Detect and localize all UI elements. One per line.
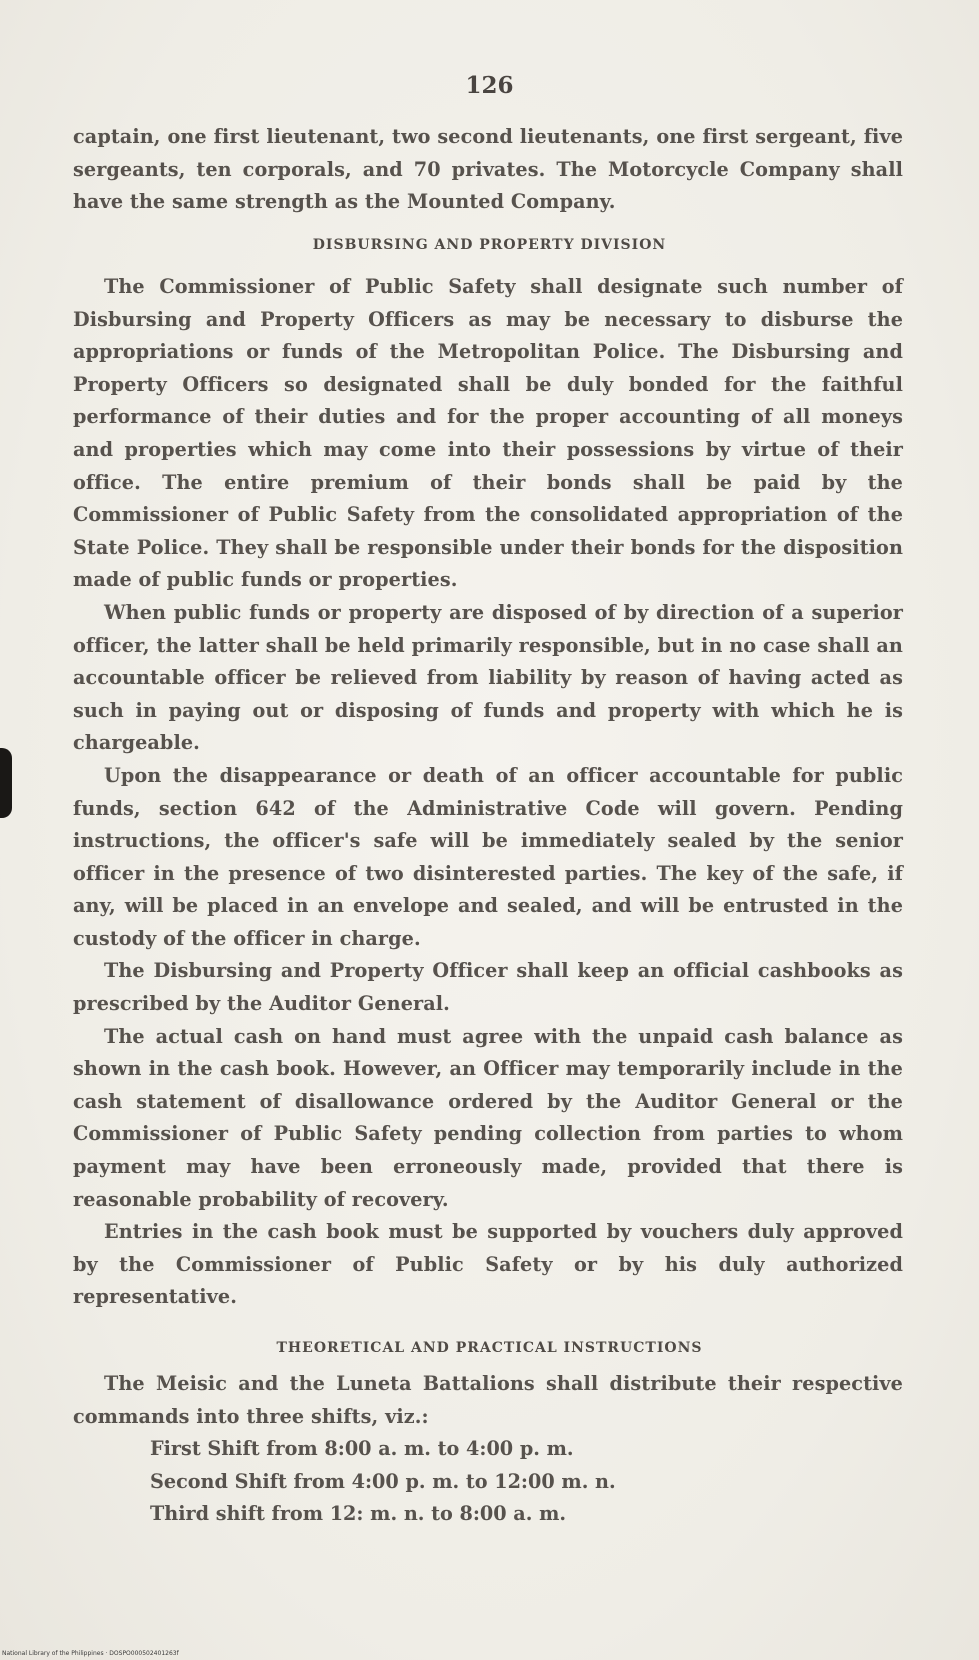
paragraph: The actual cash on hand must agree with the unpaid cash balance as shown in the cash book. However, an Officer may temporarily include in the cash statement of disallowance ordered by the Auditor General or the Commissioner of Public Safety pending collection from parties to whom payment may have been erroneously made, provided that there is reasonable probability of recovery.: [73, 1024, 903, 1211]
paragraph: Entries in the cash book must be supported by vouchers duly approved by the Commissioner of Public Safety or by his duly authorized representative.: [73, 1220, 903, 1309]
paragraph: The Commissioner of Public Safety shall designate such number of Disbursing and Property Officers as may be necessary to disburse the appropriations or funds of the Metropolitan Police. The Disbursing and Property Officers so designated shall be duly bonded for the faithful performance of their duties and for the proper accounting of all moneys and properties which may come into their possessions by virtue of their office. The entire premium of their bonds shall be paid by the Commissioner of Public Safety from the consolidated appropriation of the State Police. They shall be responsible under their bonds for the disposition made of public funds or properties.: [73, 275, 903, 592]
scan-footer-note: National Library of the Philippines · DOSPO000502401263f: [2, 1650, 179, 1657]
instructions-section-body: [73, 1368, 903, 1433]
paragraph: The Meisic and the Luneta Battalions shall distribute their respective commands into three shifts, viz.:: [73, 1372, 903, 1428]
disbursing-section-body: [73, 271, 903, 1314]
paragraph: When public funds or property are disposed of by direction of a superior officer, the latter shall be held primarily responsible, but in no case shall an accountable officer be relieved from liability by reason of having acted as such in paying out or disposing of funds and property with which he is chargeable.: [73, 600, 903, 755]
binding-shadow: [0, 748, 12, 818]
shift-item-first: First Shift from 8:00 a. m. to 4:00 p. m.: [150, 1437, 574, 1460]
intro-paragraph: captain, one first lieutenant, two second lieutenants, one first sergeant, five sergeants, ten corporals, and 70 privates. The Motorcycle Company shall have the same strength as the Mounted Company.: [73, 125, 903, 214]
section-heading-instructions: THEORETICAL AND PRACTICAL INSTRUCTIONS: [276, 1340, 703, 1356]
shift-item-third: Third shift from 12: m. n. to 8:00 a. m.: [150, 1502, 567, 1525]
intro-paragraph-block: [73, 121, 903, 219]
section-heading-disbursing: DISBURSING AND PROPERTY DIVISION: [312, 237, 667, 253]
page-number: 126: [465, 72, 514, 99]
paragraph: The Disbursing and Property Officer shall keep an official cashbooks as prescribed by the Auditor General.: [73, 959, 903, 1016]
paragraph: Upon the disappearance or death of an officer accountable for public funds, section 642 of the Administrative Code will govern. Pending instructions, the officer's safe will be immediately sealed by the senior officer in the presence of two disinterested parties. The key of the safe, if any, will be placed in an envelope and sealed, and will be entrusted in the custody of the officer in charge.: [73, 763, 903, 950]
shift-item-second: Second Shift from 4:00 p. m. to 12:00 m. n.: [150, 1470, 616, 1493]
